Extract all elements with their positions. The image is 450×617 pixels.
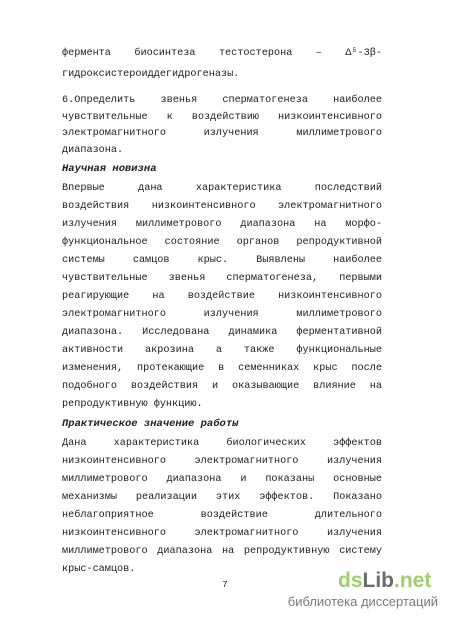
text-line: низкоинтенсивного электромагнитного излучения (62, 528, 382, 539)
watermark-logo: ds Lib .net (338, 569, 432, 592)
section-heading-practical: Практическое значение работы (62, 418, 239, 430)
page-number: 7 (222, 580, 228, 590)
watermark-subtitle: библиотека диссертаций (287, 594, 438, 609)
text-line: фермента биосинтеза тестостерона – Δ⁵-3β- (62, 48, 382, 59)
text-line: диапазона. Исследована динамика ферментативной (62, 327, 382, 338)
text-line: излучения миллиметрового диапазона на морфо- (62, 219, 382, 230)
text-line: низкоинтенсивного электромагнитного излучения (62, 456, 382, 467)
text-line: электромагнитного излучения миллиметрового (62, 309, 382, 320)
text-line: гидроксистероиддегидрогеназы. (62, 69, 240, 80)
text-line: неблагоприятное воздействие длительного (62, 510, 382, 521)
text-line: изменения, протекающие в семенниках крыс после (62, 363, 382, 374)
text-line: чувствительные звенья сперматогенеза, первыми (62, 273, 382, 284)
text-line: репродуктивную функцию. (62, 399, 203, 410)
text-line: активности акрозина а также функциональные (62, 345, 382, 356)
text-line: Впервые дана характеристика последствий (62, 183, 382, 194)
text-line: миллиметрового диапазона и показаны основные (62, 474, 382, 485)
text-line: крыс-самцов. (62, 564, 136, 575)
text-line: Дана характеристика биологических эффектов (62, 438, 382, 449)
text-line: механизмы реализации этих эффектов. Показано (62, 492, 382, 503)
text-line: функциональное состояние органов репродуктивной (62, 237, 382, 248)
text-line: подобного воздействия и оказывающие влияние на (62, 381, 382, 392)
text-line: воздействия низкоинтенсивного электромагнитного (62, 201, 382, 212)
text-line: реагирующие на воздействие низкоинтенсивного (62, 291, 382, 302)
text-line: системы самцов крыс. Выявлены наиболее (62, 255, 382, 266)
text-line: 6.Определить звенья сперматогенеза наиболее (62, 95, 382, 106)
text-line: электромагнитного излучения миллиметрового (62, 128, 382, 139)
text-line: миллиметрового диапазона на репродуктивную систему (62, 546, 382, 557)
section-heading-novelty: Научная новизна (62, 163, 157, 175)
text-line: диапазона. (62, 145, 124, 156)
text-line: чувствительные к воздействию низкоинтенсивного (62, 112, 382, 123)
